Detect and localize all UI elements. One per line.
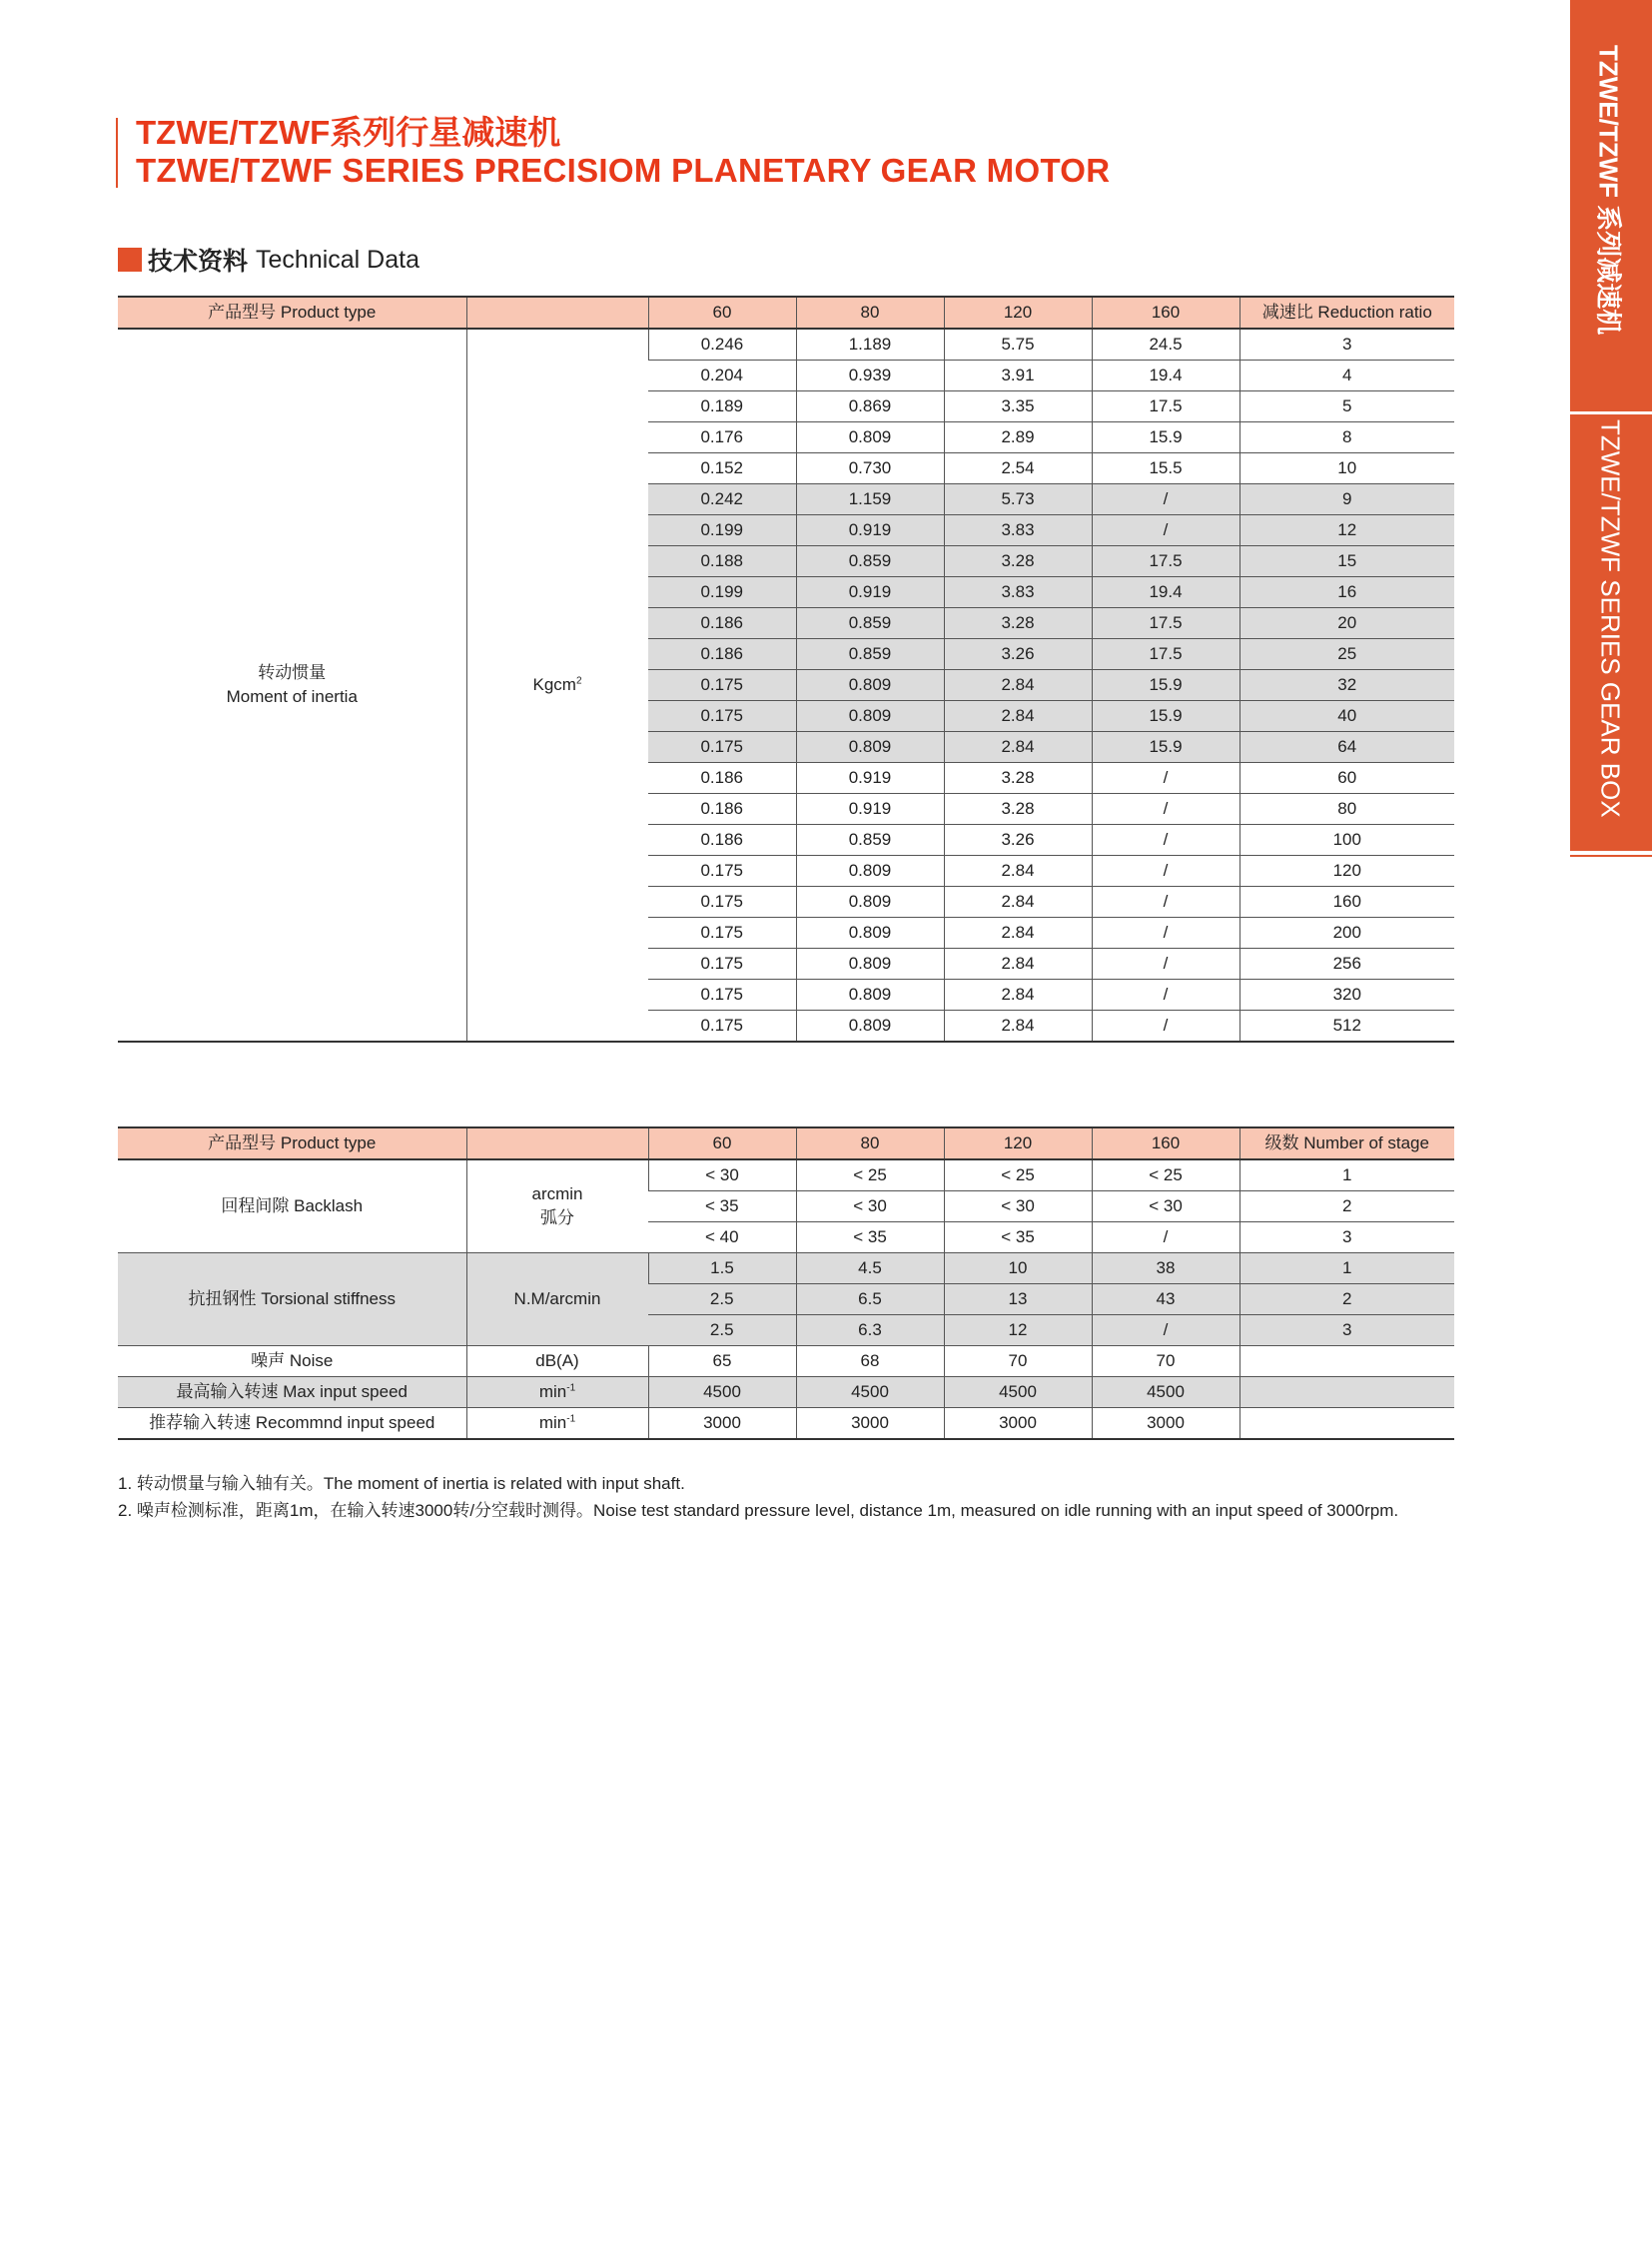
value-cell: 0.188 (648, 546, 796, 577)
value-cell: 0.919 (796, 794, 944, 825)
value-cell: 0.869 (796, 391, 944, 422)
value-cell: 2.84 (944, 856, 1092, 887)
value-cell: 0.809 (796, 918, 944, 949)
ratio-cell: 4 (1239, 361, 1454, 391)
value-cell: 2.54 (944, 453, 1092, 484)
value-cell: 1.159 (796, 484, 944, 515)
value-cell: / (1092, 918, 1239, 949)
value-cell: 13 (944, 1284, 1092, 1315)
value-cell: 0.809 (796, 670, 944, 701)
value-cell: 0.809 (796, 422, 944, 453)
ratio-cell: 15 (1239, 546, 1454, 577)
value-cell: < 30 (796, 1191, 944, 1222)
value-cell: 0.246 (648, 329, 796, 361)
value-cell: 17.5 (1092, 639, 1239, 670)
value-cell: 2.84 (944, 887, 1092, 918)
value-cell: 0.859 (796, 608, 944, 639)
value-cell: 3000 (648, 1408, 796, 1440)
value-cell: 0.175 (648, 887, 796, 918)
value-cell: 0.186 (648, 639, 796, 670)
header-size: 80 (796, 1127, 944, 1159)
value-cell: 0.809 (796, 701, 944, 732)
unit-max_speed (466, 1377, 648, 1408)
ratio-cell: 80 (1239, 794, 1454, 825)
header-row (118, 1127, 1454, 1159)
unit-text: dB(A) (535, 1351, 579, 1370)
value-cell: / (1092, 763, 1239, 794)
value-cell: 19.4 (1092, 577, 1239, 608)
section-square-icon (118, 248, 142, 272)
stage-cell: 1 (1239, 1159, 1454, 1191)
ratio-cell: 120 (1239, 856, 1454, 887)
value-cell: 0.175 (648, 1011, 796, 1043)
value-cell: 68 (796, 1346, 944, 1377)
side-tab-bottom-rule (1570, 851, 1652, 855)
value-cell: 70 (1092, 1346, 1239, 1377)
value-cell: 43 (1092, 1284, 1239, 1315)
value-cell: / (1092, 1011, 1239, 1043)
value-cell: < 35 (648, 1191, 796, 1222)
value-cell: 0.730 (796, 453, 944, 484)
value-cell: 0.175 (648, 856, 796, 887)
ratio-cell: 160 (1239, 887, 1454, 918)
value-cell: 0.152 (648, 453, 796, 484)
value-cell: 2.89 (944, 422, 1092, 453)
value-cell: 0.919 (796, 577, 944, 608)
value-cell: 6.5 (796, 1284, 944, 1315)
value-cell: 2.5 (648, 1315, 796, 1346)
header-size: 120 (944, 1127, 1092, 1159)
value-cell: 3.83 (944, 577, 1092, 608)
value-cell: < 30 (944, 1191, 1092, 1222)
row-label-max_speed: 最高输入转速 Max input speed (118, 1377, 466, 1408)
unit-sup: 2 (575, 675, 582, 687)
value-cell: 2.84 (944, 918, 1092, 949)
value-cell: 15.9 (1092, 422, 1239, 453)
value-cell: 3000 (944, 1408, 1092, 1440)
value-cell: < 40 (648, 1222, 796, 1253)
value-cell: 0.809 (796, 1011, 944, 1043)
value-cell: 15.9 (1092, 670, 1239, 701)
table-row (118, 1253, 1454, 1284)
ratio-cell: 40 (1239, 701, 1454, 732)
value-cell: 0.176 (648, 422, 796, 453)
value-cell: / (1092, 949, 1239, 980)
value-cell: / (1092, 1315, 1239, 1346)
stage-cell: 2 (1239, 1284, 1454, 1315)
unit-base: min (538, 1382, 567, 1401)
ratio-cell: 512 (1239, 1011, 1454, 1043)
value-cell: 3.26 (944, 825, 1092, 856)
value-cell: 2.84 (944, 701, 1092, 732)
unit-stiffness (466, 1253, 648, 1346)
unit-base: Kgcm (532, 675, 576, 694)
value-cell: 0.859 (796, 825, 944, 856)
value-cell: 15.9 (1092, 701, 1239, 732)
value-cell: 65 (648, 1346, 796, 1377)
ratio-cell: 5 (1239, 391, 1454, 422)
value-cell: < 25 (1092, 1159, 1239, 1191)
side-tab-divider (1570, 411, 1652, 414)
value-cell: 3.35 (944, 391, 1092, 422)
header-size: 60 (648, 297, 796, 329)
value-cell: < 30 (1092, 1191, 1239, 1222)
row-label-cn: 转动惯量 (258, 663, 327, 682)
side-tab-bottom-text: TZWE/TZWF SERIES GEAR BOX (1595, 419, 1626, 818)
value-cell: / (1092, 794, 1239, 825)
ratio-cell: 12 (1239, 515, 1454, 546)
value-cell: 0.809 (796, 980, 944, 1011)
value-cell: 10 (944, 1253, 1092, 1284)
value-cell: 0.859 (796, 546, 944, 577)
side-tab-top-text: TZWE/TZWF 系列减速机 (1593, 45, 1624, 336)
value-cell: 38 (1092, 1253, 1239, 1284)
value-cell: 3.28 (944, 794, 1092, 825)
value-cell: 3.28 (944, 763, 1092, 794)
ratio-cell: 256 (1239, 949, 1454, 980)
value-cell: 15.5 (1092, 453, 1239, 484)
table-row (118, 1346, 1454, 1377)
value-cell: 5.75 (944, 329, 1092, 361)
empty-cell (1239, 1377, 1454, 1408)
value-cell: / (1092, 980, 1239, 1011)
ratio-cell: 25 (1239, 639, 1454, 670)
unit-line2: 弧分 (540, 1208, 574, 1227)
value-cell: 0.175 (648, 670, 796, 701)
value-cell: 0.242 (648, 484, 796, 515)
value-cell: 2.84 (944, 949, 1092, 980)
ratio-cell: 64 (1239, 732, 1454, 763)
value-cell: < 35 (944, 1222, 1092, 1253)
unit-noise (466, 1346, 648, 1377)
ratio-cell: 32 (1239, 670, 1454, 701)
ratio-cell: 10 (1239, 453, 1454, 484)
value-cell: 0.809 (796, 732, 944, 763)
value-cell: 2.84 (944, 670, 1092, 701)
inertia-table (118, 296, 1454, 1043)
stage-cell: 1 (1239, 1253, 1454, 1284)
value-cell: 3.83 (944, 515, 1092, 546)
unit-sup: -1 (566, 1413, 576, 1425)
table-row (118, 329, 1454, 361)
stage-cell: 3 (1239, 1315, 1454, 1346)
ratio-cell: 9 (1239, 484, 1454, 515)
row-label-inertia (118, 329, 466, 1042)
header-product-type: 产品型号 Product type (118, 1127, 466, 1159)
stage-cell: 2 (1239, 1191, 1454, 1222)
section-heading (118, 242, 419, 278)
header-size: 160 (1092, 297, 1239, 329)
table-row (118, 1408, 1454, 1440)
ratio-cell: 20 (1239, 608, 1454, 639)
table-row (118, 1377, 1454, 1408)
header-last: 减速比 Reduction ratio (1239, 297, 1454, 329)
value-cell: 4500 (1092, 1377, 1239, 1408)
ratio-cell: 60 (1239, 763, 1454, 794)
value-cell: / (1092, 484, 1239, 515)
header-size: 60 (648, 1127, 796, 1159)
value-cell: 0.175 (648, 701, 796, 732)
value-cell: 0.859 (796, 639, 944, 670)
value-cell: 0.186 (648, 608, 796, 639)
value-cell: 0.186 (648, 825, 796, 856)
value-cell: 0.175 (648, 918, 796, 949)
value-cell: 0.186 (648, 794, 796, 825)
value-cell: 0.175 (648, 980, 796, 1011)
value-cell: 0.186 (648, 763, 796, 794)
value-cell: 12 (944, 1315, 1092, 1346)
header-unit (466, 297, 648, 329)
header-product-type: 产品型号 Product type (118, 297, 466, 329)
value-cell: 3.26 (944, 639, 1092, 670)
value-cell: 70 (944, 1346, 1092, 1377)
unit-backlash (466, 1159, 648, 1253)
value-cell: 4.5 (796, 1253, 944, 1284)
value-cell: 17.5 (1092, 608, 1239, 639)
value-cell: / (1092, 856, 1239, 887)
value-cell: 3.91 (944, 361, 1092, 391)
table-row (118, 1159, 1454, 1191)
value-cell: 3000 (1092, 1408, 1239, 1440)
value-cell: 3.28 (944, 608, 1092, 639)
row-label-stiffness: 抗扭钢性 Torsional stiffness (118, 1253, 466, 1346)
value-cell: 0.189 (648, 391, 796, 422)
unit-rec_speed (466, 1408, 648, 1440)
row-label-noise: 噪声 Noise (118, 1346, 466, 1377)
value-cell: 2.84 (944, 1011, 1092, 1043)
value-cell: 0.175 (648, 732, 796, 763)
value-cell: 3.28 (944, 546, 1092, 577)
value-cell: 0.809 (796, 856, 944, 887)
ratio-cell: 320 (1239, 980, 1454, 1011)
value-cell: 4500 (796, 1377, 944, 1408)
value-cell: 0.919 (796, 515, 944, 546)
ratio-cell: 200 (1239, 918, 1454, 949)
value-cell: 0.919 (796, 763, 944, 794)
row-label-rec_speed: 推荐输入转速 Recommnd input speed (118, 1408, 466, 1440)
unit-text: N.M/arcmin (513, 1289, 601, 1308)
value-cell: 0.175 (648, 949, 796, 980)
value-cell: 0.939 (796, 361, 944, 391)
row-label-en: Moment of inertia (226, 687, 358, 706)
value-cell: 2.5 (648, 1284, 796, 1315)
empty-cell (1239, 1408, 1454, 1440)
ratio-cell: 100 (1239, 825, 1454, 856)
value-cell: 0.199 (648, 515, 796, 546)
empty-cell (1239, 1346, 1454, 1377)
value-cell: 24.5 (1092, 329, 1239, 361)
specs-table (118, 1126, 1454, 1440)
unit-base: min (538, 1413, 567, 1432)
value-cell: / (1092, 825, 1239, 856)
title-block (136, 114, 1110, 190)
value-cell: 6.3 (796, 1315, 944, 1346)
ratio-cell: 3 (1239, 329, 1454, 361)
value-cell: / (1092, 515, 1239, 546)
unit-line1: arcmin (531, 1184, 583, 1203)
section-label-cn: 技术资料 (148, 248, 249, 276)
value-cell: 1.189 (796, 329, 944, 361)
value-cell: 3000 (796, 1408, 944, 1440)
header-last: 级数 Number of stage (1239, 1127, 1454, 1159)
value-cell: 4500 (648, 1377, 796, 1408)
value-cell: 19.4 (1092, 361, 1239, 391)
value-cell: 2.84 (944, 980, 1092, 1011)
note-2: 2. 噪声检测标准，距离1m，在输入转速3000转/分空载时测得。Noise test standard pressure level, distance 1m, measured on idle running with an input speed of 3000rpm. (118, 1501, 1399, 1520)
value-cell: 5.73 (944, 484, 1092, 515)
value-cell: < 30 (648, 1159, 796, 1191)
value-cell: 4500 (944, 1377, 1092, 1408)
page-title-en: TZWE/TZWF SERIES PRECISIOM PLANETARY GEAR MOTOR (136, 152, 1111, 189)
value-cell: < 25 (944, 1159, 1092, 1191)
unit-kgcm2 (466, 329, 648, 1042)
header-unit (466, 1127, 648, 1159)
value-cell: 17.5 (1092, 546, 1239, 577)
value-cell: < 35 (796, 1222, 944, 1253)
notes (118, 1470, 1398, 1524)
value-cell: 0.199 (648, 577, 796, 608)
value-cell: < 25 (796, 1159, 944, 1191)
header-size: 80 (796, 297, 944, 329)
value-cell: / (1092, 887, 1239, 918)
unit-sup: -1 (566, 1382, 576, 1394)
page-title-cn: TZWE/TZWF系列行星减速机 (136, 114, 561, 151)
value-cell: 0.809 (796, 887, 944, 918)
ratio-cell: 8 (1239, 422, 1454, 453)
ratio-cell: 16 (1239, 577, 1454, 608)
row-label-backlash: 回程间隙 Backlash (118, 1159, 466, 1253)
note-1: 1. 转动惯量与输入轴有关。The moment of inertia is related with input shaft. (118, 1474, 685, 1493)
header-row (118, 297, 1454, 329)
value-cell: 17.5 (1092, 391, 1239, 422)
value-cell: 0.204 (648, 361, 796, 391)
value-cell: / (1092, 1222, 1239, 1253)
header-size: 120 (944, 297, 1092, 329)
title-accent-rule (116, 118, 118, 188)
section-label-en: Technical Data (256, 245, 419, 274)
stage-cell: 3 (1239, 1222, 1454, 1253)
value-cell: 0.809 (796, 949, 944, 980)
value-cell: 15.9 (1092, 732, 1239, 763)
header-size: 160 (1092, 1127, 1239, 1159)
value-cell: 1.5 (648, 1253, 796, 1284)
value-cell: 2.84 (944, 732, 1092, 763)
